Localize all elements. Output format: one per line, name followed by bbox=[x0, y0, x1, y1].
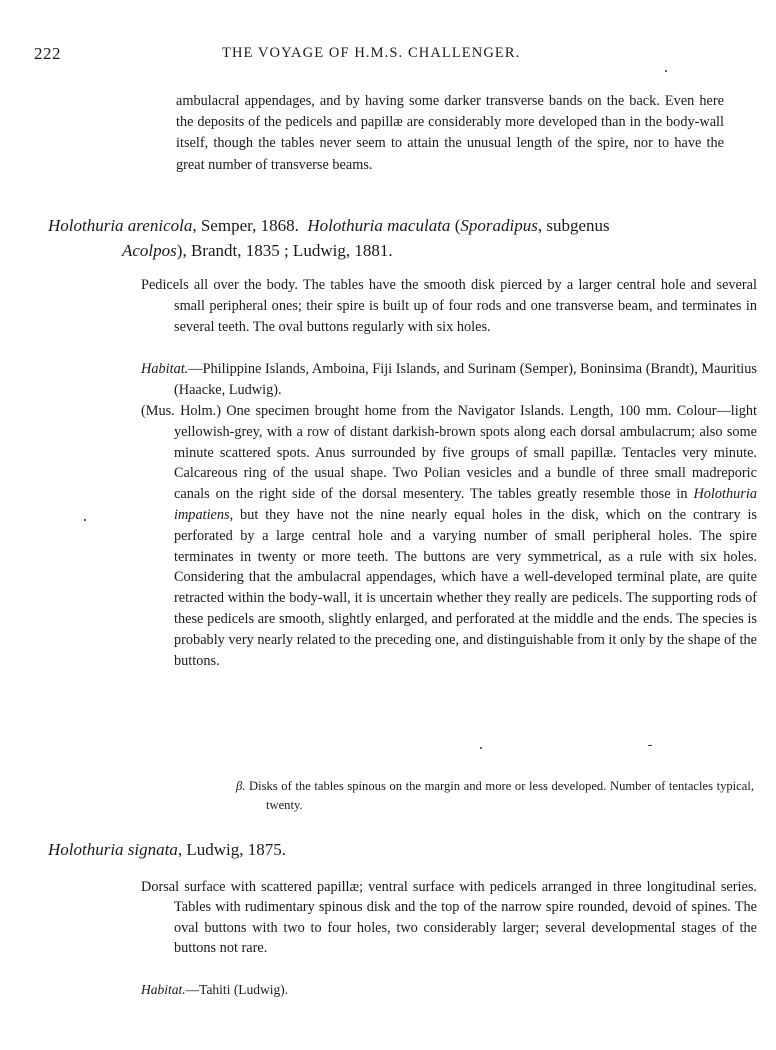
mus-text-after: , but they have not the nine nearly equal holes in the disk, which on the contrary is perforated by a large central hole and a varying number of small peripheral holes. The spire terminates in twenty or more teeth. The buttons are very symmetrical, as a rule with six holes. Considering that the ambulacral appendages, which have a well-developed terminal plate, are quite retracted within the body-wall, it is uncertain whether they really are pedicels. The supporting rods of these pedicels are smooth, slightly enlarged, and perforated at the middle and the ends. The species is probably very nearly related to the preceding one, and distinguishable from it only by the shape of the buttons. bbox=[174, 506, 757, 669]
intro-paragraph: ambulacral appendages, and by having some darker transverse bands on the back. Even here the deposits of the pedicels and papillæ are considerably more developed than in the body-wall itself, though the tables never seem to attain the unusual length of the spire, nor to have the great number of transverse beams. bbox=[176, 93, 724, 173]
species-authority: , Semper, 1868. bbox=[192, 216, 299, 235]
print-speck bbox=[480, 747, 482, 749]
synonym-name: Holothuria maculata bbox=[307, 216, 451, 235]
species-heading-signata bbox=[48, 837, 728, 862]
habitat-signata bbox=[141, 980, 757, 1001]
print-speck bbox=[84, 519, 86, 521]
species-name: Holothuria signata bbox=[48, 840, 178, 859]
description-signata: Dorsal surface with scattered papillæ; ventral surface with pedicels arranged in three longitudinal series. Tables with rudimentary spinous disk and the top of the narrow spire rounded, devoid of spines. The oval buttons with two to four holes, two considerably larger; several developmental stages of the buttons not rare. bbox=[141, 879, 757, 957]
habitat-text: —Tahiti (Ludwig). bbox=[185, 982, 289, 997]
museum-specimen-note bbox=[141, 401, 757, 671]
subgenus-text: , subgenus bbox=[537, 216, 610, 235]
habitat-text: —Philippine Islands, Amboina, Fiji Islands, and Surinam (Semper), Boninsima (Brandt), Mauritius (Haacke, Ludwig). bbox=[174, 361, 757, 398]
species-heading-line-1 bbox=[48, 213, 728, 238]
group-beta-note bbox=[236, 777, 754, 815]
print-speck bbox=[665, 70, 667, 72]
mus-italic-species: Holothuria impatiens bbox=[174, 486, 757, 523]
running-title: THE VOYAGE OF H.M.S. CHALLENGER. bbox=[222, 45, 521, 61]
synonym-authority: ), Brandt, 1835 ; Ludwig, 1881. bbox=[176, 241, 393, 260]
habitat-arenicola bbox=[141, 359, 757, 401]
mus-text-before: (Mus. Holm.) One specimen brought home from the Navigator Islands. Length, 100 mm. Colour—light yellowish-grey, with a row of distant darkish-brown spots along each dorsal ambulacrum; also some minute scattered spots. Anus surrounded by five groups of small papillæ. Tentacles very minute. Calcareous ring of the usual shape. Two Polian vesicles and a bundle of three small madreporic canals on the right side of the dorsal mesentery. The tables greatly resemble those in bbox=[141, 403, 757, 503]
species-heading-arenicola bbox=[48, 213, 728, 263]
description-arenicola: Pedicels all over the body. The tables have the smooth disk pierced by a larger central hole and several small peripheral ones; their spire is built up of four rods and one transverse beam, and terminates in several teeth. The oval buttons regularly with six holes. bbox=[141, 277, 757, 335]
synonym-paren: ( bbox=[450, 216, 461, 235]
beta-symbol: β. bbox=[236, 779, 246, 793]
species-name: Holothuria arenicola bbox=[48, 216, 193, 235]
synonym-genus: Sporadipus bbox=[460, 216, 538, 235]
habitat-label: Habitat. bbox=[141, 361, 189, 377]
subgenus-name: Acolpos bbox=[122, 241, 177, 260]
species-authority: , Ludwig, 1875. bbox=[177, 840, 287, 859]
page-number: 222 bbox=[34, 44, 61, 63]
running-header bbox=[34, 44, 734, 64]
species-heading-line-2 bbox=[48, 238, 728, 263]
print-speck bbox=[648, 745, 652, 746]
beta-text: Disks of the tables spinous on the margin and more or less developed. Number of tentacles typical, twenty. bbox=[245, 779, 754, 812]
habitat-label: Habitat. bbox=[141, 982, 186, 997]
